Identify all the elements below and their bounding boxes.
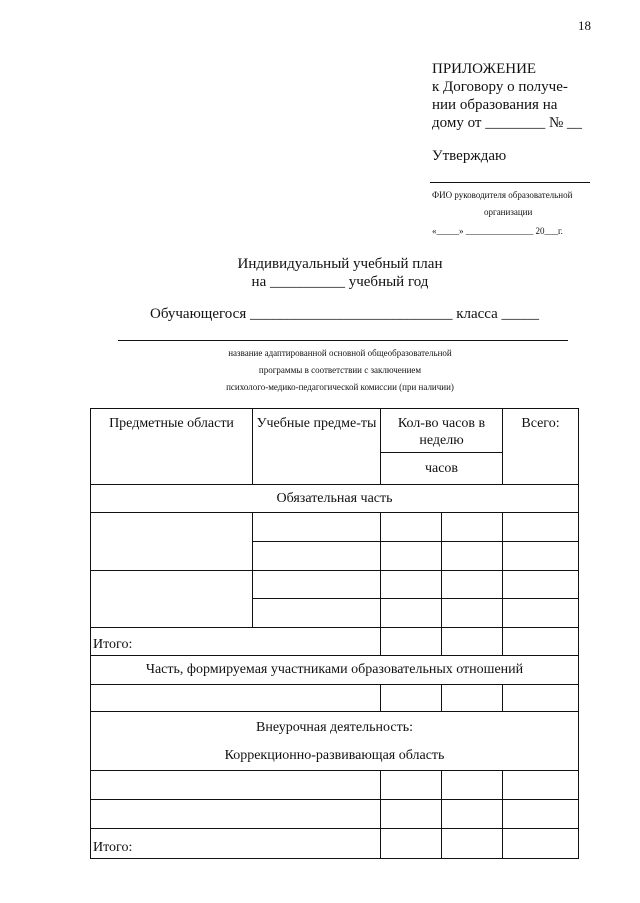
table-row [91,712,579,771]
table-row [91,628,579,656]
hours-cell [381,628,442,656]
subject-cell [91,800,381,829]
total-cell [503,571,579,599]
section-mandatory: Обязательная часть [91,485,579,513]
total-cell [503,771,579,800]
hours-cell [442,571,503,599]
signature-line [430,182,590,183]
hours-cell [442,542,503,571]
table-row [91,800,579,829]
section-participants: Часть, формируемая участниками образовательных отношений [91,656,579,685]
appendix-line: дому от ________ № __ [432,115,583,131]
program-caption-line: название адаптированной основной общеобразовательной [228,348,452,358]
hours-cell [442,513,503,542]
subject-cell [253,571,381,599]
correctional-title: Коррекционно-развивающая область [224,748,445,763]
hours-cell [381,685,442,712]
table-row [91,485,579,513]
subject-cell [91,685,381,712]
subject-cell [253,513,381,542]
total-cell [503,800,579,829]
hours-cell [381,542,442,571]
header-total: Всего: [503,409,579,485]
header-subject-areas: Предметные области [91,409,253,485]
hours-cell [442,829,503,859]
hours-cell [442,771,503,800]
table-row [91,685,579,712]
table-row [91,571,579,599]
hours-cell [442,800,503,829]
total-cell [503,628,579,656]
hours-cell [381,829,442,859]
program-caption-line: психолого-медико-педагогической комиссии (при наличии) [226,382,454,392]
appendix-line: нии образования на [432,97,558,113]
total-label: Итого: [91,628,381,656]
approval-label: Утверждаю [432,148,507,164]
subject-cell [253,542,381,571]
hours-cell [442,628,503,656]
student-line: Обучающегося ___________________________ класса _____ [150,306,540,322]
curriculum-table [90,408,579,859]
table-row [91,513,579,542]
total-cell [503,829,579,859]
approval-date-line: «_____» _______________ 20___г. [432,226,563,236]
appendix-title: ПРИЛОЖЕНИЕ [432,61,537,77]
table-row [91,829,579,859]
table-header-row [91,409,579,453]
program-caption-line: программы в соответствии с заключением [258,365,422,375]
appendix-line: к Договору о получе- [432,79,568,95]
subject-area-cell [91,513,253,571]
hours-cell [442,599,503,628]
page-number: 18 [578,18,591,33]
total-label: Итого: [91,829,381,859]
subject-cell [253,599,381,628]
section-extracurricular [91,712,579,771]
program-caption [0,345,640,396]
total-cell [503,542,579,571]
subject-area-cell [91,571,253,628]
appendix-block [432,60,582,132]
plan-title [0,255,640,291]
hours-cell [442,685,503,712]
hours-cell [381,571,442,599]
head-org-caption: организации [484,207,533,217]
header-hours: часов [381,453,503,485]
program-name-line [118,340,568,341]
head-name-caption: ФИО руководителя образовательной [432,190,573,200]
extracurricular-title: Внеурочная деятельность: [256,720,413,735]
header-hours-per-week: Кол-во часов в неделю [381,409,503,453]
plan-title-line: Индивидуальный учебный план [237,256,443,272]
total-cell [503,685,579,712]
hours-cell [381,800,442,829]
header-subjects: Учебные предме-ты [253,409,381,485]
hours-cell [381,599,442,628]
table-row [91,656,579,685]
subject-cell [91,771,381,800]
plan-year-line: на __________ учебный год [251,274,429,290]
hours-cell [381,513,442,542]
total-cell [503,513,579,542]
total-cell [503,599,579,628]
table-row [91,771,579,800]
hours-cell [381,771,442,800]
